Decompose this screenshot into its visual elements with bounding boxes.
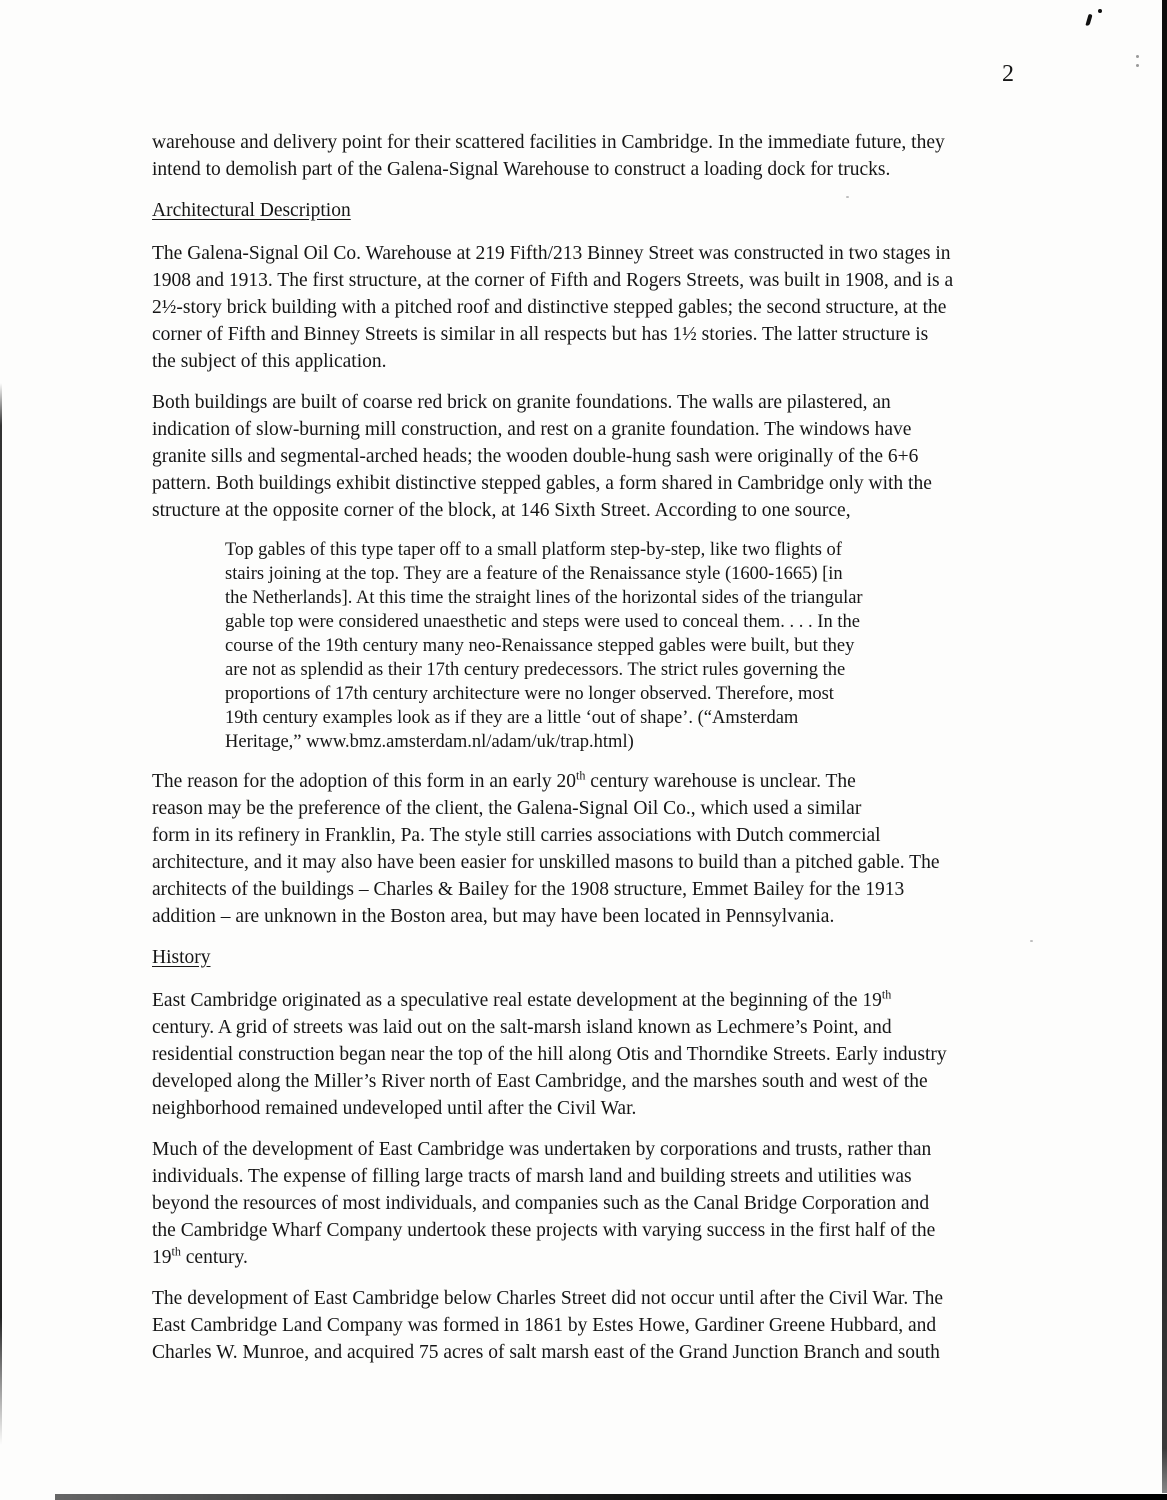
text-line: are not as splendid as their 17th century predecessors. The strict rules governing the bbox=[225, 660, 846, 680]
text-line: 2½-story brick building with a pitched roof and distinctive stepped gables; the second structure, at the bbox=[152, 297, 947, 318]
text-line: Top gables of this type taper off to a small platform step-by-step, like two flights of bbox=[225, 540, 842, 560]
text-line: Much of the development of East Cambridge was undertaken by corporations and trusts, rather than bbox=[152, 1139, 932, 1160]
scan-artifact-bottom-bar bbox=[55, 1494, 1167, 1500]
construction-stages-paragraph bbox=[152, 240, 1052, 375]
text-line: Heritage,” www.bmz.amsterdam.nl/adam/uk/trap.html) bbox=[225, 732, 634, 752]
ink-mark bbox=[1098, 9, 1102, 13]
ink-mark bbox=[1136, 64, 1139, 67]
ink-mark bbox=[1085, 14, 1092, 27]
style-reason-paragraph bbox=[152, 768, 1052, 930]
text-line: corner of Fifth and Binney Streets is similar in all respects but has 1½ stories. The latter structure is bbox=[152, 324, 929, 345]
text-line: warehouse and delivery point for their scattered facilities in Cambridge. In the immediate future, they bbox=[152, 132, 945, 153]
text-line: form in its refinery in Franklin, Pa. The style still carries associations with Dutch commercial bbox=[152, 825, 881, 846]
text-line: gable top were considered unaesthetic and steps were used to conceal them. . . . In the bbox=[225, 612, 860, 632]
text-line: East Cambridge Land Company was formed in 1861 by Estes Howe, Gardiner Greene Hubbard, and bbox=[152, 1315, 937, 1336]
text-line: The development of East Cambridge below Charles Street did not occur until after the Civil War. The bbox=[152, 1288, 944, 1309]
text-line: individuals. The expense of filling large tracts of marsh land and building streets and utilities was bbox=[152, 1166, 912, 1187]
text-line: beyond the resources of most individuals, and companies such as the Canal Bridge Corporation and bbox=[152, 1193, 930, 1214]
land-company-paragraph bbox=[152, 1285, 1052, 1366]
text-line: century. A grid of streets was laid out on the salt-marsh island known as Lechmere’s Point, and bbox=[152, 1017, 892, 1038]
text-line: the subject of this application. bbox=[152, 351, 387, 372]
page-number: 2 bbox=[1002, 61, 1014, 87]
text-line: stairs joining at the top. They are a feature of the Renaissance style (1600-1665) [in bbox=[225, 564, 843, 584]
text-line: Both buildings are built of coarse red brick on granite foundations. The walls are pilastered, an bbox=[152, 392, 891, 413]
text-line: architecture, and it may also have been easier for unskilled masons to build than a pitched gable. The bbox=[152, 852, 940, 873]
materials-paragraph bbox=[152, 389, 1052, 524]
text-line: addition – are unknown in the Boston area, but may have been located in Pennsylvania. bbox=[152, 906, 835, 927]
text-line: course of the 19th century many neo-Renaissance stepped gables were built, but they bbox=[225, 636, 855, 656]
text-line: 19th century examples look as if they are a little ‘out of shape’. (“Amsterdam bbox=[225, 708, 799, 728]
east-cambridge-origin-paragraph bbox=[152, 987, 1052, 1122]
history-heading bbox=[152, 944, 1052, 971]
text-line: intend to demolish part of the Galena-Signal Warehouse to construct a loading dock for trucks. bbox=[152, 159, 891, 180]
text-line: East Cambridge originated as a speculative real estate development at the beginning of the 19th bbox=[152, 987, 892, 1011]
text-line: 19th century. bbox=[152, 1244, 248, 1268]
text-line: The Galena-Signal Oil Co. Warehouse at 219 Fifth/213 Binney Street was constructed in two stages in bbox=[152, 243, 951, 264]
intro-paragraph bbox=[152, 129, 1052, 183]
document-body bbox=[152, 129, 1052, 1380]
text-line: Charles W. Munroe, and acquired 75 acres of salt marsh east of the Grand Junction Branch and south bbox=[152, 1342, 940, 1363]
history-heading-text: History bbox=[152, 947, 211, 968]
ink-mark bbox=[1136, 55, 1139, 58]
text-line: pattern. Both buildings exhibit distinctive stepped gables, a form shared in Cambridge only with the bbox=[152, 473, 932, 494]
scan-artifact-left-edge bbox=[0, 383, 2, 1445]
text-line: residential construction began near the top of the hill along Otis and Thorndike Streets. Early industry bbox=[152, 1044, 947, 1065]
text-line: neighborhood remained undeveloped until after the Civil War. bbox=[152, 1098, 637, 1119]
text-line: The reason for the adoption of this form in an early 20th century warehouse is unclear. The bbox=[152, 768, 856, 792]
text-line: granite sills and segmental-arched heads; the wooden double-hung sash were originally of the 6+6 bbox=[152, 446, 919, 467]
architectural-description-heading-text: Architectural Description bbox=[152, 200, 351, 221]
text-line: proportions of 17th century architecture were no longer observed. Therefore, most bbox=[225, 684, 834, 704]
text-line: indication of slow-burning mill construction, and rest on a granite foundation. The windows have bbox=[152, 419, 912, 440]
text-line: reason may be the preference of the client, the Galena-Signal Oil Co., which used a similar bbox=[152, 798, 862, 819]
architectural-description-heading bbox=[152, 197, 1052, 224]
text-line: the Cambridge Wharf Company undertook these projects with varying success in the first half of the bbox=[152, 1220, 936, 1241]
corporations-paragraph bbox=[152, 1136, 1052, 1271]
scan-artifact-right-edge bbox=[1162, 0, 1167, 1493]
text-line: developed along the Miller’s River north of East Cambridge, and the marshes south and west of the bbox=[152, 1071, 928, 1092]
text-line: 1908 and 1913. The first structure, at the corner of Fifth and Rogers Streets, was built in 1908, and is a bbox=[152, 270, 954, 291]
text-line: the Netherlands]. At this time the straight lines of the horizontal sides of the triangular bbox=[225, 588, 863, 608]
stepped-gables-quote bbox=[225, 538, 1052, 754]
text-line: structure at the opposite corner of the block, at 146 Sixth Street. According to one source, bbox=[152, 500, 851, 521]
text-line: architects of the buildings – Charles & Bailey for the 1908 structure, Emmet Bailey for the 1913 bbox=[152, 879, 905, 900]
